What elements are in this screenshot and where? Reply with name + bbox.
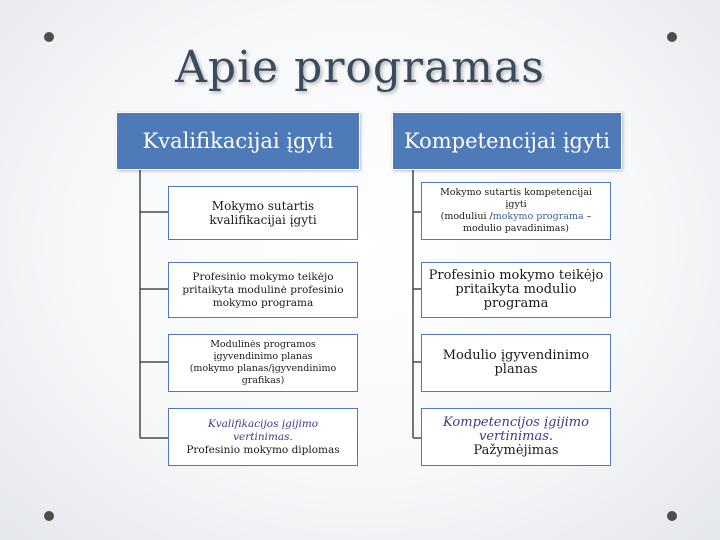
left-item-assessment: Kvalifikacijos įgijimo vertinimas. Profesinio mokymo diplomas [168,408,358,466]
right-item-assessment: Kompetencijos įgijimo vertinimas. Pažymėjimas [421,408,611,466]
left-column-header [116,112,360,170]
right-column-header [392,112,622,170]
right-item-plan: Modulio įgyvendinimo planas [421,334,611,392]
left-item-plan: Modulinės programos įgyvendinimo planas (mokymo planas/įgyvendinimo grafikas) [168,334,358,392]
right-column-header-label: Kompetencijai įgyti [403,129,611,153]
left-column-header-label: Kvalifikacijai įgyti [142,129,334,153]
left-item-program: Profesinio mokymo teikėjo pritaikyta modulinė profesinio mokymo programa [168,262,358,318]
right-item-contract: Mokymo sutartis kompetencijai įgyti (moduliui /mokymo programa – modulio pavadinimas) [421,182,611,240]
left-item-contract: Mokymo sutartis kvalifikacijai įgyti [168,186,358,240]
slide-title: Apie programas [175,42,545,93]
right-item-program: Profesinio mokymo teikėjo pritaikyta modulio programa [421,262,611,318]
